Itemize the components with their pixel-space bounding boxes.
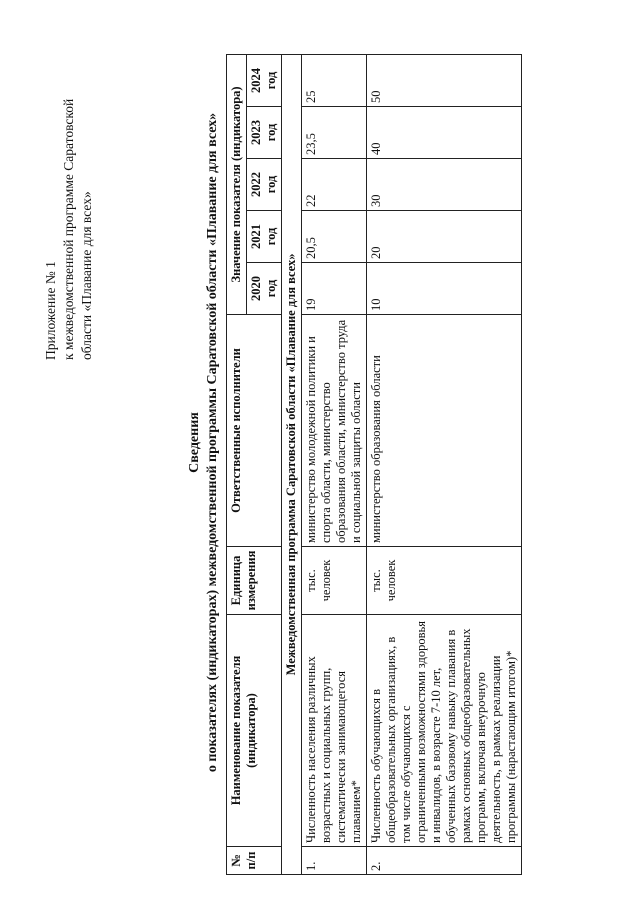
row-executors: министерство образования области bbox=[367, 315, 522, 547]
row-value: 25 bbox=[302, 54, 367, 106]
appendix-line-1: Приложение № 1 bbox=[43, 261, 58, 360]
row-value: 20,5 bbox=[302, 211, 367, 263]
appendix-note bbox=[42, 60, 96, 360]
row-indicator-name: Численность населения различных возрастных и социальных групп, систематически занимающегося плаванием* bbox=[302, 615, 367, 847]
header-values: Значение показателя (индикатора) bbox=[227, 54, 247, 314]
document-heading bbox=[186, 70, 222, 815]
header-year: 2023 год bbox=[247, 107, 282, 159]
row-value: 19 bbox=[302, 263, 367, 315]
header-year: 2024 год bbox=[247, 54, 282, 106]
indicators-table bbox=[226, 54, 522, 875]
table-row bbox=[367, 54, 522, 874]
table-section-row bbox=[282, 54, 302, 874]
row-value: 30 bbox=[367, 159, 522, 211]
row-num: 1. bbox=[302, 847, 367, 875]
header-executors: Ответственные исполнители bbox=[227, 315, 282, 547]
row-value: 23,5 bbox=[302, 107, 367, 159]
header-num: № п/п bbox=[227, 847, 282, 875]
appendix-line-2: к межведомственной программе Саратовской bbox=[61, 98, 76, 360]
section-title: Межведомственная программа Саратовской области «Плавание для всех» bbox=[282, 54, 302, 874]
table-row bbox=[302, 54, 367, 874]
row-value: 10 bbox=[367, 263, 522, 315]
table-header-row bbox=[227, 54, 247, 874]
row-indicator-name: Численность обучающихся в общеобразовательных организациях, в том числе обучающихся с ограниченными возможностями здоровья и инвалидов, в возрасте 7-10 лет, обученных базовому навыку плавания в рамках основных общеобразовательных программ, включая внеурочную деятельность, в рамках реализации программы (нарастающим итогом)* bbox=[367, 615, 522, 847]
document-subtitle: о показателях (индикаторах) межведомственной программы Саратовской области «Плавание для всех» bbox=[205, 112, 220, 773]
header-unit: Единица измерения bbox=[227, 547, 282, 615]
row-num: 2. bbox=[367, 847, 522, 875]
row-unit: тыс. человек bbox=[302, 547, 367, 615]
row-value: 20 bbox=[367, 211, 522, 263]
row-value: 22 bbox=[302, 159, 367, 211]
row-unit: тыс. человек bbox=[367, 547, 522, 615]
header-year: 2020 год bbox=[247, 263, 282, 315]
header-year: 2021 год bbox=[247, 211, 282, 263]
row-executors: министерство молодежной политики и спорта области, министерство образования области, министерство труда и социальной защиты области bbox=[302, 315, 367, 547]
row-value: 50 bbox=[367, 54, 522, 106]
document-title: Сведения bbox=[187, 412, 202, 473]
header-year: 2022 год bbox=[247, 159, 282, 211]
row-value: 40 bbox=[367, 107, 522, 159]
header-name: Наименование показателя (индикатора) bbox=[227, 615, 282, 847]
appendix-line-3: области «Плавание для всех» bbox=[79, 191, 94, 360]
